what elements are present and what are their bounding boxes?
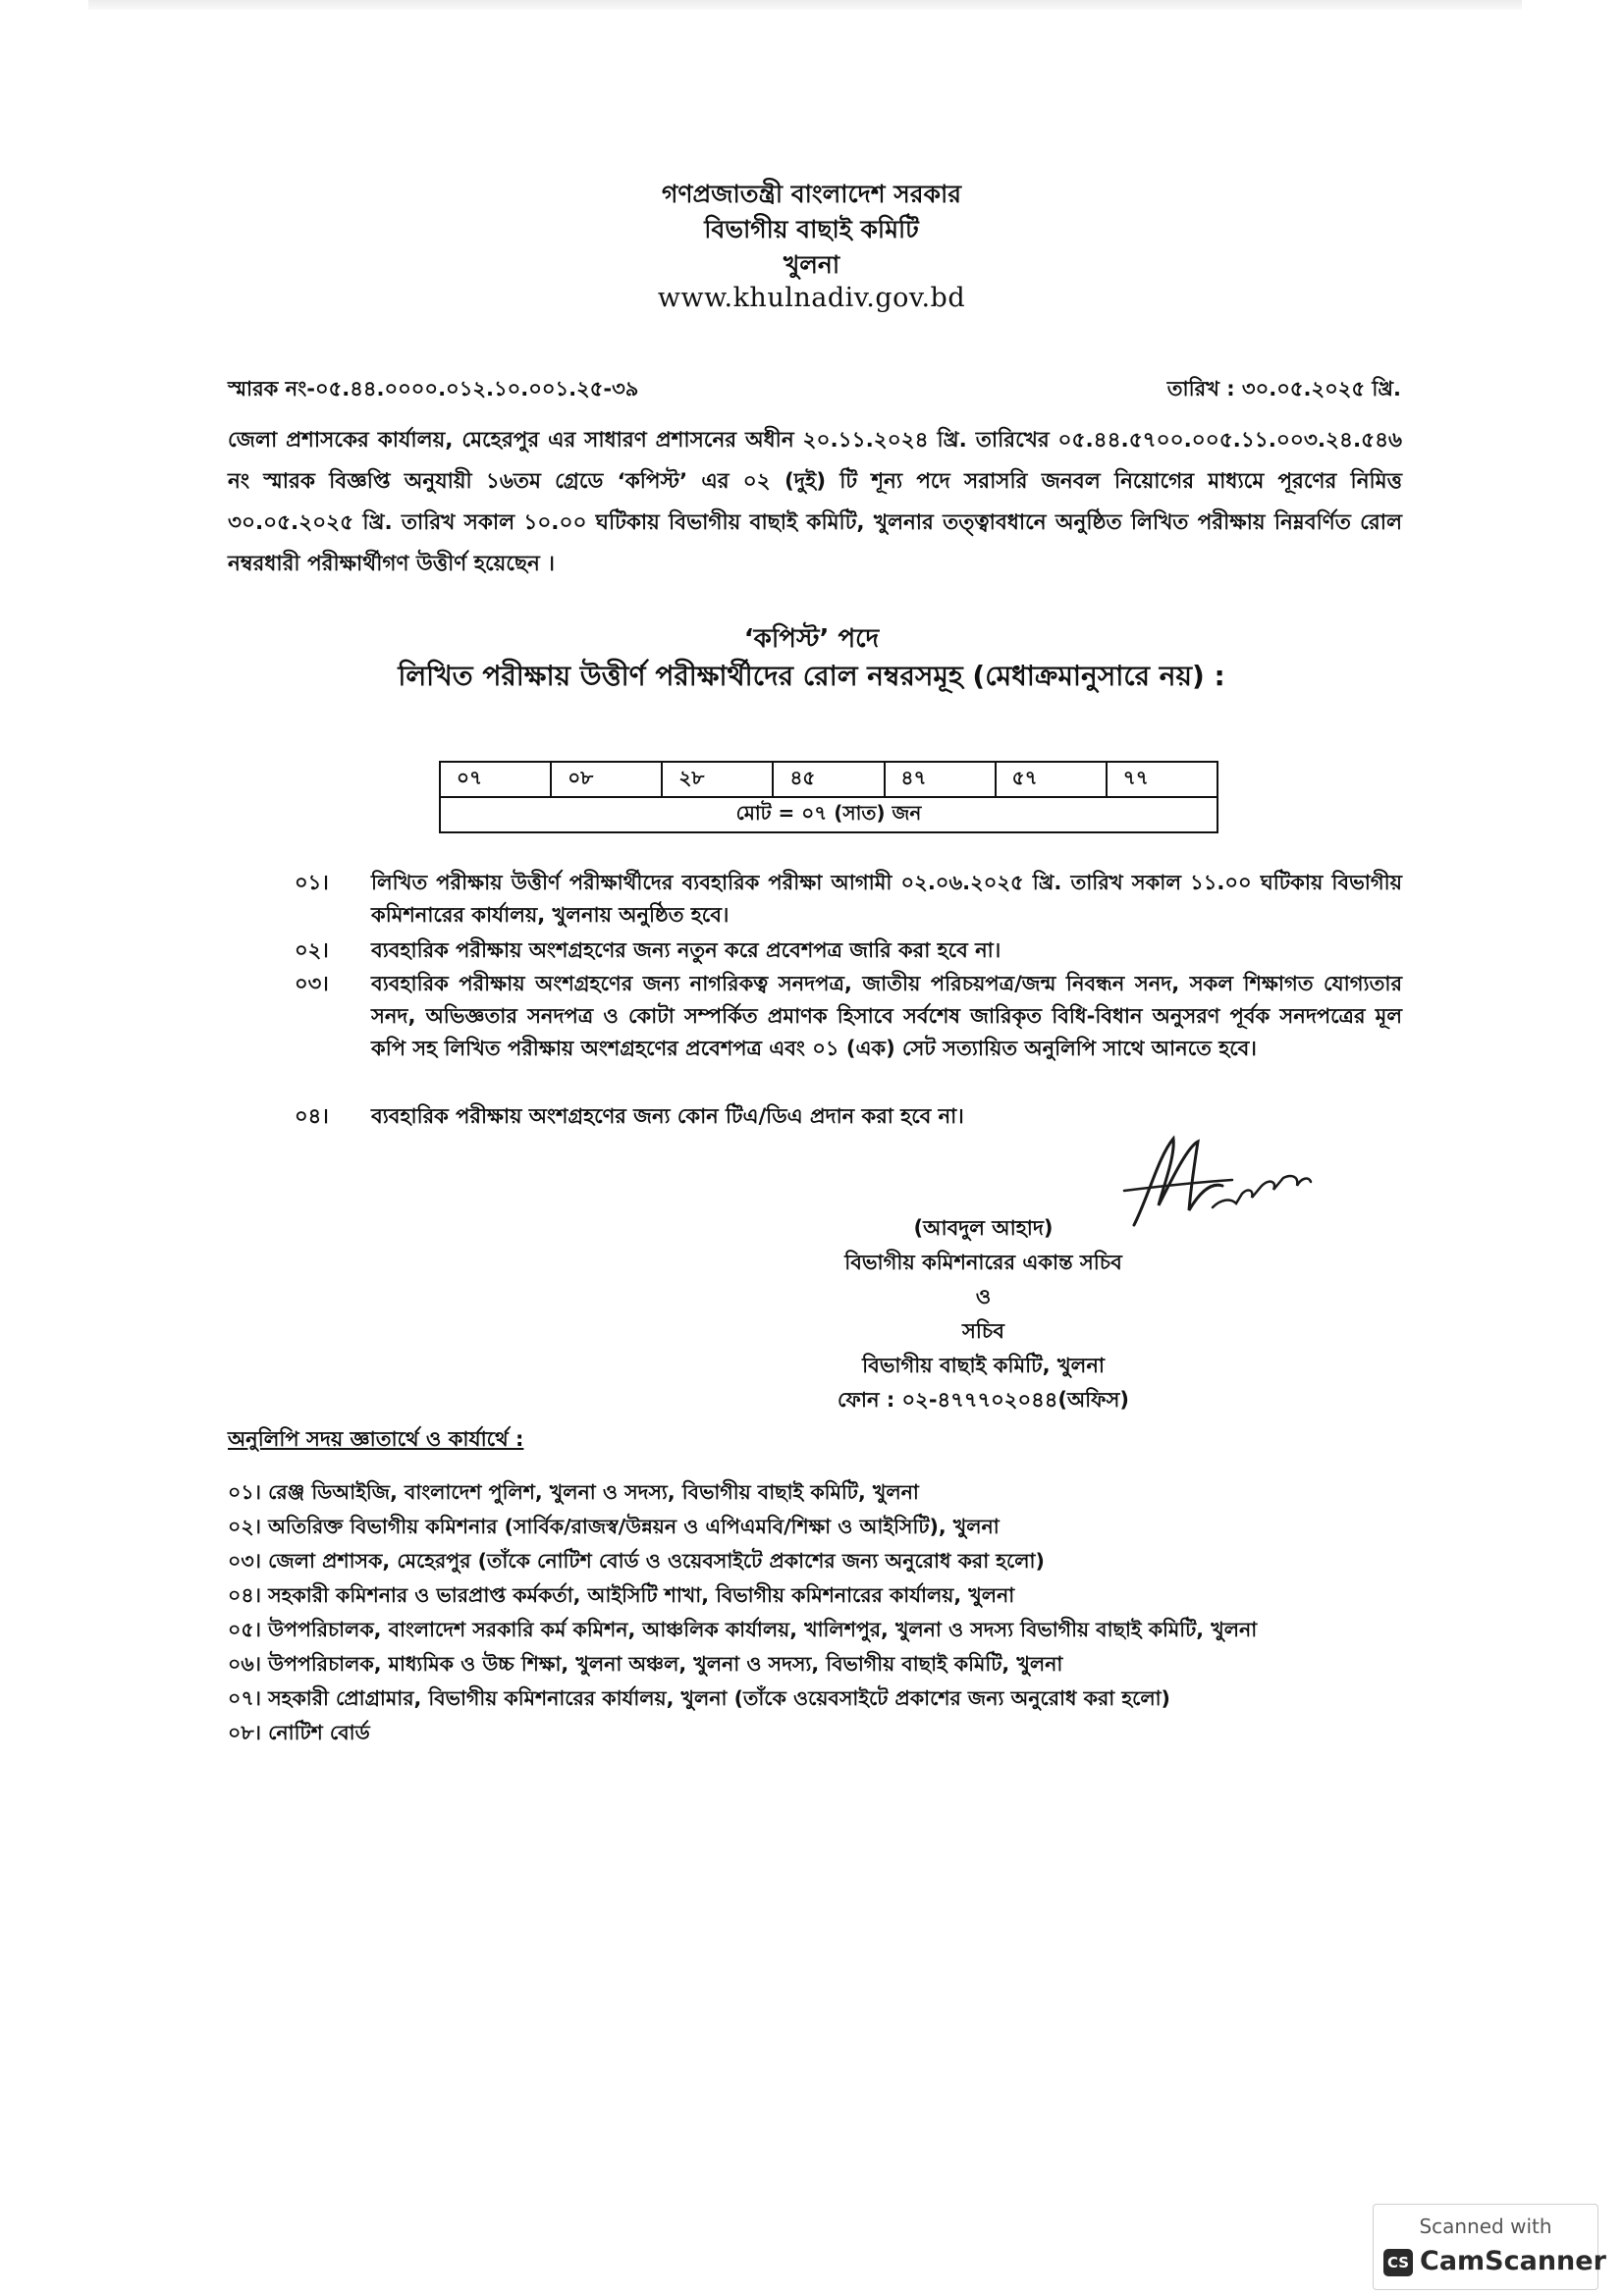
roll-cell: ৫৭ (996, 762, 1107, 797)
note-item (295, 867, 1402, 932)
memo-date: তারিখ : ৩০.০৫.২০২৫ খ্রি. (1166, 377, 1401, 400)
memo-reference: স্মারক নং-০৫.৪৪.০০০০.০১২.১০.০০১.২৫-৩৯ (228, 377, 639, 400)
camscanner-logo-icon: CS (1383, 2249, 1413, 2276)
total-cell: মোট = ০৭ (সাত) জন (440, 797, 1217, 832)
roll-cell: ২৮ (662, 762, 773, 797)
copy-list-title: অনুলিপি সদয় জ্ঞাতার্থে ও কার্যার্থে : (228, 1427, 524, 1451)
govt-name: গণপ্রজাতন্ত্রী বাংলাদেশ সরকার (662, 180, 961, 208)
roll-table (439, 761, 1218, 833)
camscanner-watermark (1373, 2204, 1606, 2290)
roll-cell: ০৮ (551, 762, 662, 797)
post-title: ‘কপিস্ট’ পদে (743, 624, 880, 654)
signatory-conjunction: ও (975, 1285, 992, 1308)
signatory-name: (আবদুল আহাদ) (913, 1216, 1054, 1240)
note-text: ব্যবহারিক পরীক্ষায় অংশগ্রহণের জন্য কোন টিএ/ডিএ প্রদান করা হবে না। (371, 1104, 964, 1128)
roll-row (440, 762, 1217, 797)
signatory-designation: বিভাগীয় কমিশনারের একান্ত সচিব (844, 1251, 1122, 1274)
note-number: ০১। (295, 871, 329, 894)
copy-item: ০৬। উপপরিচালক, মাধ্যমিক ও উচ্চ শিক্ষা, খুলনা অঞ্চল, খুলনা ও সদস্য, বিভাগীয় বাছাই কমিটি, খুলনা (228, 1652, 1063, 1676)
note-text: ব্যবহারিক পরীক্ষায় অংশগ্রহণের জন্য নতুন করে প্রবেশপত্র জারি করা হবে না। (371, 938, 1001, 962)
signatory-designation-2: সচিব (962, 1319, 1004, 1343)
website-link[interactable]: www.khulnadiv.gov.bd (657, 283, 966, 313)
note-number: ০২। (295, 938, 329, 962)
copy-item: ০৪। সহকারী কমিশনার ও ভারপ্রাপ্ত কর্মকর্তা, আইসিটি শাখা, বিভাগীয় কমিশনারের কার্যালয়, খুলনা (228, 1583, 1015, 1607)
note-item (295, 934, 1402, 967)
body-paragraph: জেলা প্রশাসকের কার্যালয়, মেহেরপুর এর সাধারণ প্রশাসনের অধীন ২০.১১.২০২৪ খ্রি. তারিখের ০৫.৪৪.৫৭০০.০০৫.১১.০০৩.২৪.৫৪৬ নং স্মারক বিজ্ঞপ্তি অনুযায়ী ১৬তম গ্রেডে ‘কপিস্ট’ এর ০২ (দুই) টি শূন্য পদে সরাসরি জনবল নিয়োগের মাধ্যমে পূরণের নিমিত্ত ৩০.০৫.২০২৫ খ্রি. তারিখ সকাল ১০.০০ ঘটিকায় বিভাগীয় বাছাই কমিটি, খুলনার তত্ত্বাবধানে অনুষ্ঠিত লিখিত পরীক্ষায় নিম্নবর্ণিত রোল নম্বরধারী পরীক্ষার্থীগণ উত্তীর্ণ হয়েছেন । (228, 428, 1402, 576)
note-number: ০৪। (295, 1104, 329, 1128)
copy-item: ০১। রেঞ্জ ডিআইজি, বাংলাদেশ পুলিশ, খুলনা ও সদস্য, বিভাগীয় বাছাই কমিটি, খুলনা (228, 1480, 919, 1504)
signatory-phone: ফোন : ০২-৪৭৭৭০২০৪৪(অফিস) (838, 1388, 1129, 1412)
copy-item: ০৫। উপপরিচালক, বাংলাদেশ সরকারি কর্ম কমিশন, আঞ্চলিক কার্যালয়, খালিশপুর, খুলনা ও সদস্য বিভাগীয় বাছাই কমিটি, খুলনা (228, 1618, 1258, 1641)
copy-item: ০৭। সহকারী প্রোগ্রামার, বিভাগীয় কমিশনারের কার্যালয়, খুলনা (তাঁকে ওয়েবসাইটে প্রকাশের জন্য অনুরোধ করা হলো) (228, 1686, 1170, 1710)
note-number: ০৩। (295, 972, 329, 995)
location: খুলনা (783, 250, 840, 279)
total-row (440, 797, 1217, 832)
signatory-committee: বিভাগীয় বাছাই কমিটি, খুলনা (862, 1354, 1105, 1377)
roll-cell: ৭৭ (1107, 762, 1217, 797)
scan-edge-shadow (88, 0, 1522, 10)
roll-cell: ৪৫ (773, 762, 884, 797)
watermark-caption: Scanned with (1419, 2215, 1552, 2238)
watermark-brand: CamScanner (1420, 2246, 1606, 2276)
note-text: লিখিত পরীক্ষায় উত্তীর্ণ পরীক্ষার্থীদের ব্যবহারিক পরীক্ষা আগামী ০২.০৬.২০২৫ খ্রি. তারিখ সকাল ১১.০০ ঘটিকায় বিভাগীয় কমিশনারের কার্যালয়, খুলনায় অনুষ্ঠিত হবে। (371, 871, 1402, 927)
roll-cell: ০৭ (440, 762, 551, 797)
roll-cell: ৪৭ (885, 762, 996, 797)
committee-name: বিভাগীয় বাছাই কমিটি (704, 215, 919, 243)
copy-item: ০৮। নোটিশ বোর্ড (228, 1721, 370, 1744)
note-item (295, 968, 1402, 1065)
note-text: ব্যবহারিক পরীক্ষায় অংশগ্রহণের জন্য নাগরিকত্ব সনদপত্র, জাতীয় পরিচয়পত্র/জন্ম নিবন্ধন সনদ, সকল শিক্ষাগত যোগ্যতার সনদ, অভিজ্ঞতার সনদপত্র ও কোটা সম্পর্কিত প্রমাণক হিসাবে সর্বশেষ জারিকৃত বিধি-বিধান অনুসরণ পূর্বক সনদপত্রের মূল কপি সহ লিখিত পরীক্ষায় অংশগ্রহণের প্রবেশপত্র এবং ০১ (এক) সেট সত্যায়িত অনুলিপি সাথে আনতে হবে। (371, 972, 1402, 1060)
copy-item: ০২। অতিরিক্ত বিভাগীয় কমিশনার (সার্বিক/রাজস্ব/উন্নয়ন ও এপিএমবি/শিক্ষা ও আইসিটি), খুলনা (228, 1515, 1000, 1538)
roll-list-title: লিখিত পরীক্ষায় উত্তীর্ণ পরীক্ষার্থীদের রোল নম্বরসমূহ (মেধাক্রমানুসারে নয়) : (398, 660, 1225, 692)
copy-item: ০৩। জেলা প্রশাসক, মেহেরপুর (তাঁকে নোটিশ বোর্ড ও ওয়েবসাইটে প্রকাশের জন্য অনুরোধ করা হলো) (228, 1549, 1045, 1573)
